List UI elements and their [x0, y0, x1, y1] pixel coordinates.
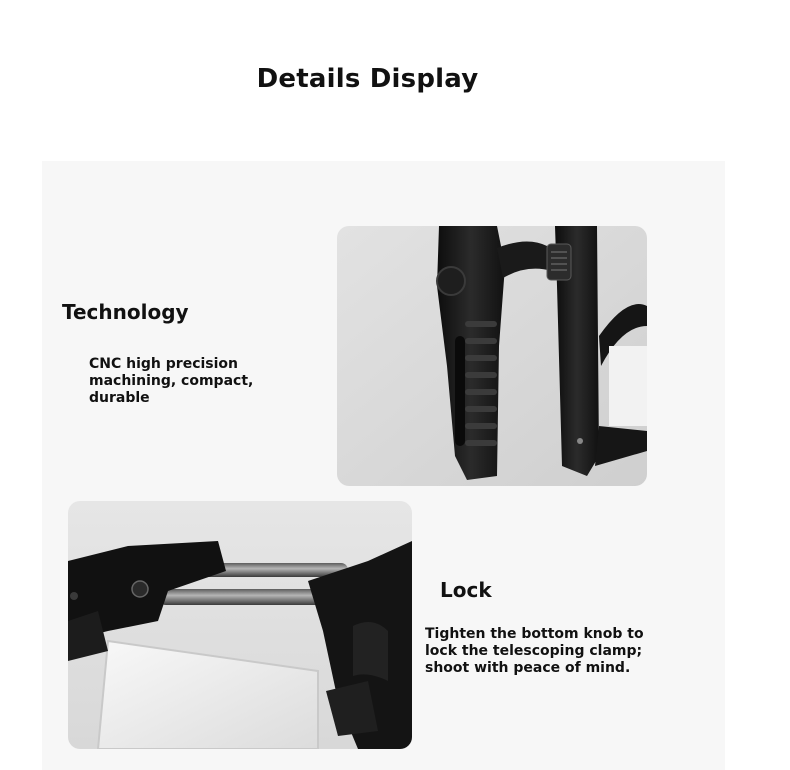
technology-heading: Technology	[62, 300, 189, 324]
lock-heading: Lock	[440, 578, 492, 602]
telescoping-clamp-photo	[68, 501, 412, 749]
page-title: Details Display	[256, 64, 479, 94]
lock-description: Tighten the bottom knob to lock the telescoping clamp; shoot with peace of mind.	[425, 626, 644, 676]
handle-grip-photo	[337, 226, 647, 486]
technology-description: CNC high precision machining, compact, durable	[89, 356, 254, 406]
